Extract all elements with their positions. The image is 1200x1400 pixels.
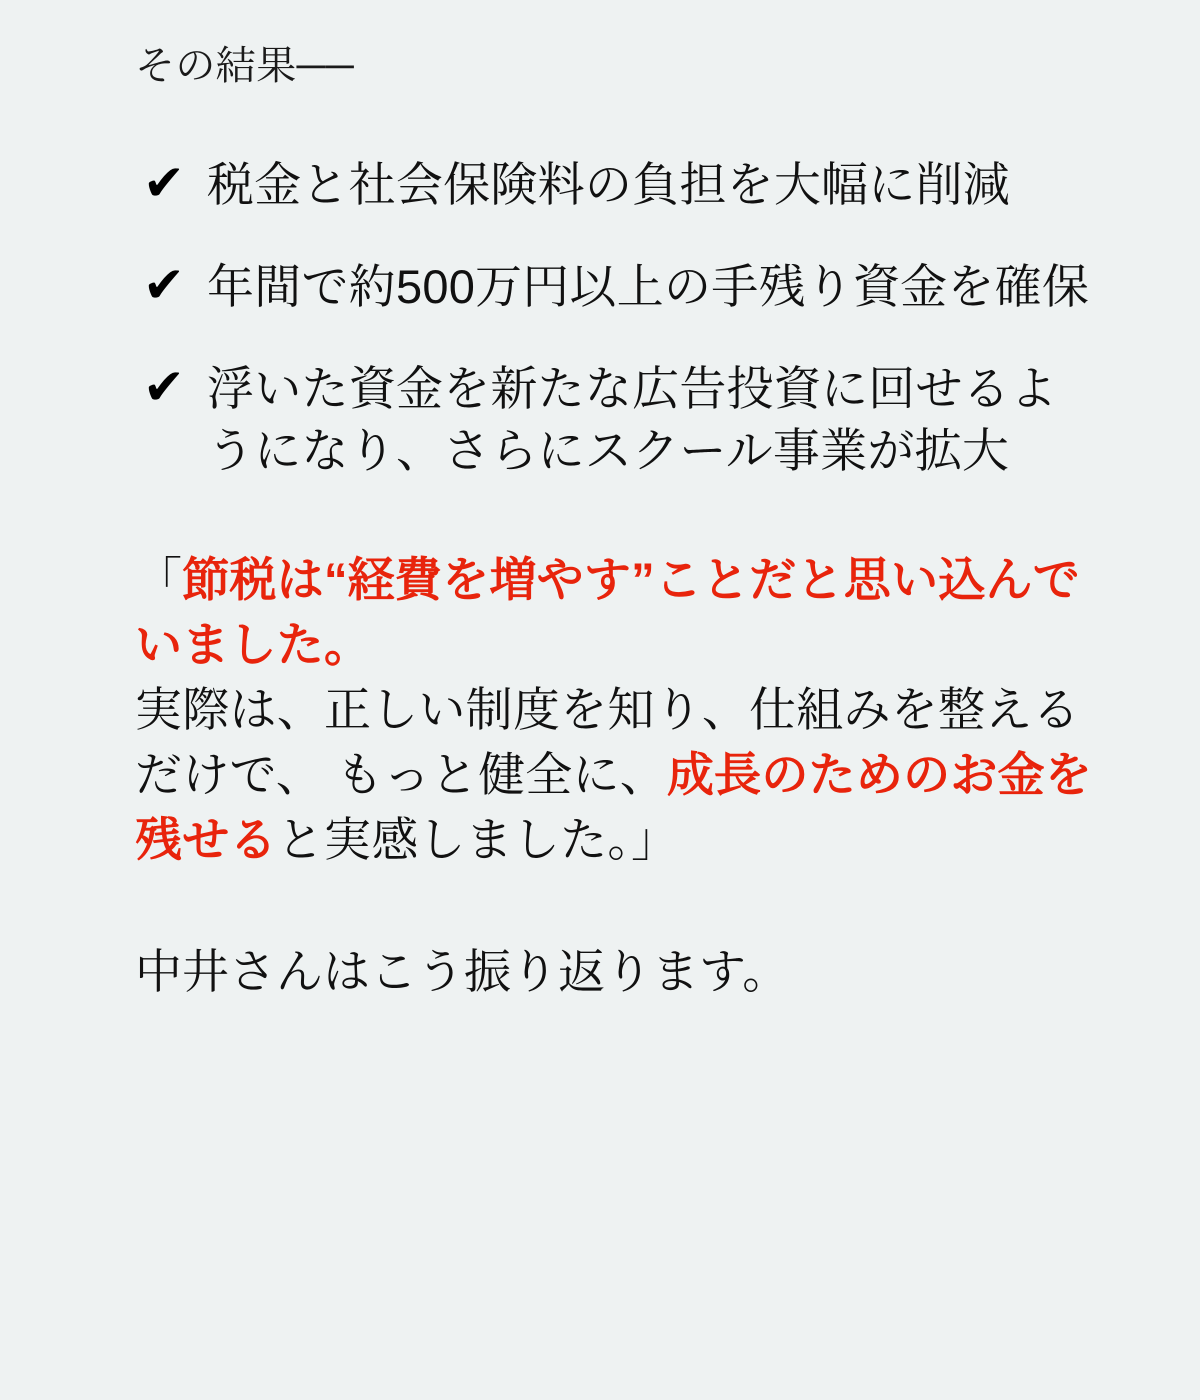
quote-open-bracket: 「 [135, 553, 183, 607]
quote-body-second: と実感しました。」 [276, 812, 679, 866]
check-icon: ✔ [143, 155, 185, 211]
check-icon: ✔ [143, 257, 185, 314]
quote-highlight-second: 成長のためのお金を残せる [135, 747, 1093, 866]
list-item-text: 浮いた資金を新たな広告投資に回せるようになり、さらにスクール事業が拡大 [207, 362, 1058, 478]
list-item [135, 154, 1100, 216]
results-bullet-list [135, 154, 1100, 482]
testimonial-quote [135, 548, 1100, 872]
quote-paragraph [135, 548, 1100, 678]
list-item-text: 税金と社会保険料の負担を大幅に削減 [207, 158, 1010, 211]
list-item-text: 年間で約500万円以上の手残り資金を確保 [207, 260, 1090, 314]
quote-paragraph-body [135, 678, 1100, 873]
quote-body-first: 実際は、正しい制度を知り、仕組みを整えるだけで、 もっと健全に、 [135, 682, 1080, 801]
intro-line: その結果── [135, 44, 355, 88]
list-item [135, 256, 1100, 318]
quote-highlight-first: 節税は“経費を増やす”ことだと思い込んでいました。 [135, 553, 1080, 671]
closing-line: 中井さんはこう振り返ります。 [135, 945, 790, 999]
check-icon: ✔ [143, 359, 185, 416]
list-item [135, 358, 1100, 482]
